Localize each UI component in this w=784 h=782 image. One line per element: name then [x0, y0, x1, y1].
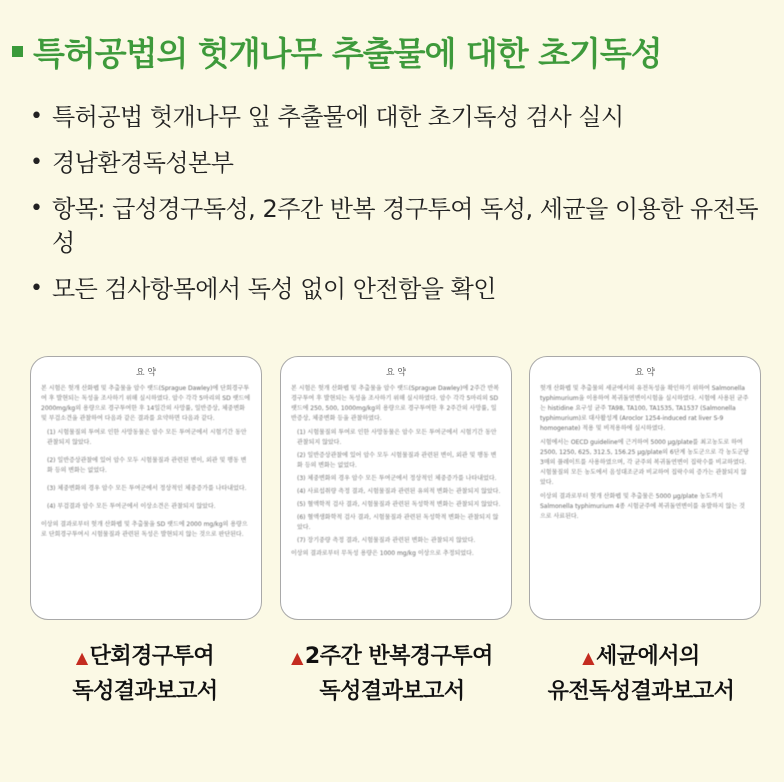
caption-repeated-dose [272, 640, 512, 709]
report-outro: 이상의 결과로부터 헛개 산화펩 및 추출물을 SD 랫드에 2000 mg/kg의 용량으로 단회경구투여시 시험물질과 관련된 독성은 발현되지 않는 것으로 판단된다. [41, 521, 248, 538]
slide-title-row [12, 28, 662, 75]
report-outro: 이상의 결과로부터 무독성 용량은 1000 mg/kg 이상으로 추정되었다. [291, 550, 474, 557]
bullet-dot-icon: • [30, 276, 43, 301]
report-body [530, 378, 760, 532]
report-outro: 이상의 결과로부터 헛개 산화펩 및 추출물은 5000 μg/plate 농도까지 Salmonella typhimurium 4종 시험균주에 복귀돌연변이를 유발하지 않는 것으로 사료된다. [540, 493, 745, 520]
report-item: (2) 일반증상관찰에 있어 암수 모두 시험물질과 관련된 변이, 외관 및 행동 변화 등의 변화는 없었다. [297, 452, 497, 469]
report-item: (2) 일반증상관찰에 있어 암수 모두 시험물질과 관련된 변이, 외관 및 행동 변화 등의 변화는 없었다. [47, 457, 247, 474]
report-item: (1) 시험물질의 투여로 인한 사망동물은 암수 모든 투여군에서 시험기간 동안 관찰되지 않았다. [297, 429, 497, 446]
report-body [281, 378, 511, 569]
triangle-up-icon: ▲ [582, 648, 595, 667]
report-item: (4) 부검결과 암수 모든 투여군에서 이상소견은 관찰되지 않았다. [47, 503, 216, 510]
bullet-dot-icon: • [30, 196, 43, 221]
report-item: (7) 장기중량 측정 결과, 시험물질과 관련된 변화는 관찰되지 않았다. [297, 537, 476, 544]
report-item: (5) 혈액학적 검사 결과, 시험물질과 관련된 독성학적 변화는 관찰되지 않았다. [297, 501, 501, 508]
report-intro: 헛개 산화펩 및 추출물의 세균에서의 유전독성을 확인하기 위하여 Salmonella typhimurium을 이용하여 복귀돌연변이시험을 실시하였다. 시험에 사용된 균주는 histidine 요구성 균주 TA98, TA100, TA1535, TA1537 (Salmonella typhimurium)로 대사활성계 (Aroclor 1254-induced rat liver S-9 homogenate) 적용 및 비적용하에 실시하였다. [540, 385, 749, 432]
bullet-item [24, 146, 764, 180]
report-item: (6) 혈액생화학적 검사 결과, 시험물질과 관련된 독성학적 변화는 관찰되지 않았다. [297, 514, 499, 531]
caption-line-2: 유전독성결과보고서 [547, 679, 735, 704]
report-thumbnails [30, 356, 760, 621]
bullet-text: 특허공법 헛개나무 잎 추출물에 대한 초기독성 검사 실시 [52, 103, 624, 131]
report-item: (1) 시험물질의 투여로 인한 사망동물은 암수 모든 투여군에서 시험기간 동안 관찰되지 않았다. [47, 429, 247, 446]
report-item: (3) 체중변화의 경우 암수 모든 투여군에서 정상적인 체중증가를 나타내었다. [47, 485, 247, 492]
slide-title: 특허공법의 헛개나무 추출물에 대한 초기독성 [33, 34, 662, 73]
caption-line-2: 독성결과보고서 [319, 679, 465, 704]
report-item: (4) 사료섭취량 측정 결과, 시험물질과 관련된 유의적 변화는 관찰되지 않았다. [297, 488, 501, 495]
caption-single-dose [25, 640, 265, 709]
caption-line-1: ▲세균에서의 [582, 644, 700, 669]
bullet-text: 항목: 급성경구독성, 2주간 반복 경구투여 독성, 세균을 이용한 유전독성 [52, 195, 759, 257]
caption-line-2: 독성결과보고서 [72, 679, 218, 704]
report-intro: 본 시험은 헛개 산화펩 및 추출물을 암수 랫드(Sprague Dawley)에 단회경구투여 후 발현되는 독성을 조사하기 위해 실시하였다. 암수 각각 5마리의 SD 랫드에 2000mg/kg의 용량으로 경구투여한 후 14일간의 사망률, 일반증상, 체중변화 및 부검소견을 관찰하여 다음과 같은 결과를 요약하면 다음과 같다. [41, 385, 251, 422]
report-document-repeated-dose [280, 356, 512, 620]
report-document-genotoxicity [529, 356, 761, 620]
report-heading: 요 약 [385, 368, 407, 378]
report-item: 시험에서는 OECD guideline에 근거하여 5000 μg/plate를 최고농도로 하여 2500, 1250, 625, 312.5, 156.25 μg/plate의 6단계 농도군으로 각 농도군당 3매의 플레이트를 사용하였으며, 각 균주의 복귀돌연변이 집락수를 비교하였다. 시험물질의 모든 농도에서 음성대조군과 비교하여 집락수의 증가는 관찰되지 않았다. [540, 439, 749, 486]
triangle-up-icon: ▲ [75, 648, 88, 667]
report-heading: 요 약 [634, 368, 656, 378]
triangle-up-icon: ▲ [291, 648, 303, 667]
bullet-text: 모든 검사항목에서 독성 없이 안전함을 확인 [52, 275, 496, 303]
bullet-dot-icon: • [30, 104, 43, 129]
bullet-item [24, 192, 764, 260]
caption-line-1: ▲단회경구투여 [75, 644, 215, 669]
bullet-item [24, 272, 764, 306]
bullet-text: 경남환경독성본부 [52, 149, 234, 177]
report-heading: 요 약 [135, 368, 157, 378]
bullet-item [24, 100, 764, 134]
report-item: (3) 체중변화의 경우 암수 모든 투여군에서 정상적인 체중증가를 나타내었다. [297, 475, 497, 482]
bullet-list [24, 100, 764, 318]
report-document-single-dose [30, 356, 262, 620]
caption-genotoxicity [521, 640, 761, 709]
square-bullet-icon [12, 46, 23, 57]
caption-line-1: ▲2주간 반복경구투여 [291, 644, 493, 669]
report-intro: 본 시험은 헛개 산화펩 및 추출물을 암수 랫드(Sprague Dawley)에 2주간 반복경구투여 후 발현되는 독성을 조사하기 위해 실시하였다. 암수 각각 5마리의 SD 랫드에 250, 500, 1000mg/kg의 용량으로 경구투여한 후 2주간의 사망률, 일반증상, 체중변화 등을 관찰하였다. [291, 385, 500, 422]
report-body [31, 378, 261, 550]
bullet-dot-icon: • [30, 150, 43, 175]
